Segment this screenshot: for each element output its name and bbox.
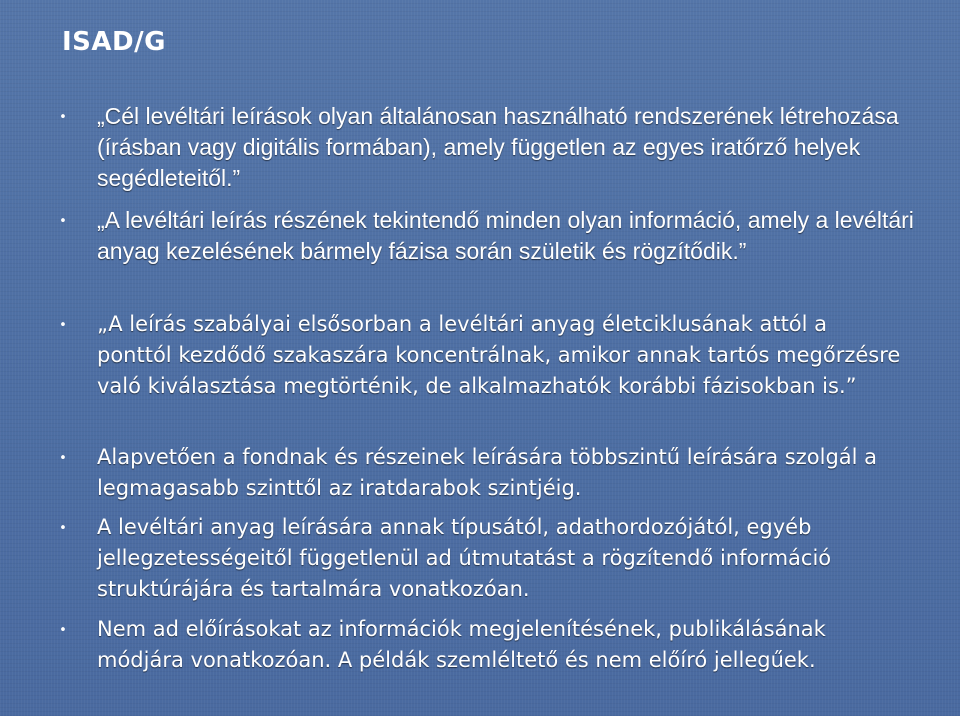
bullet-icon: •: [59, 214, 67, 229]
bullet-text: „A levéltári leírás részének tekintendő minden olyan információ, amely a levéltári anyag kezelésének bármely fázisa során születik és rögzítődik.”: [97, 207, 914, 264]
bullet-text: Alapvetően a fondnak és részeinek leírására többszintű leírására szolgál a legmagasabb szinttől az iratdarabok szintjéig.: [97, 445, 878, 500]
bullet-text: A levéltári anyag leírására annak típusától, adathordozójától, egyéb jellegzetességeitől függetlenül ad útmutatást a rögzítendő információ struktúrájára és tartalmára vonatkozóan.: [97, 515, 832, 601]
bullet-text: „A leírás szabályai elsősorban a levéltári anyag életciklusának attól a ponttól kezdődő szakaszára koncentrálnak, amikor annak tartós megőrzésre való kiválasztása megtörténik, de alkalmazhatók korábbi fázisokban is.”: [97, 312, 901, 398]
bullet-text: Nem ad előírásokat az információk megjelenítésének, publikálásának módjára vonatkozóan. A példák szemléltető és nem előíró jellegűek.: [97, 617, 826, 672]
bullet-icon: •: [59, 318, 67, 333]
bullet-icon: •: [59, 110, 67, 125]
bullet-text: „Cél levéltári leírások olyan általánosan használható rendszerének létrehozása (írásban vagy digitális formában), amely független az egyes iratőrző helyek segédleteitől.”: [97, 103, 899, 191]
slide-title: ISAD/G: [62, 27, 166, 57]
bullet-icon: •: [59, 521, 67, 536]
bullet-icon: •: [59, 623, 67, 638]
bullet-icon: •: [59, 451, 67, 466]
